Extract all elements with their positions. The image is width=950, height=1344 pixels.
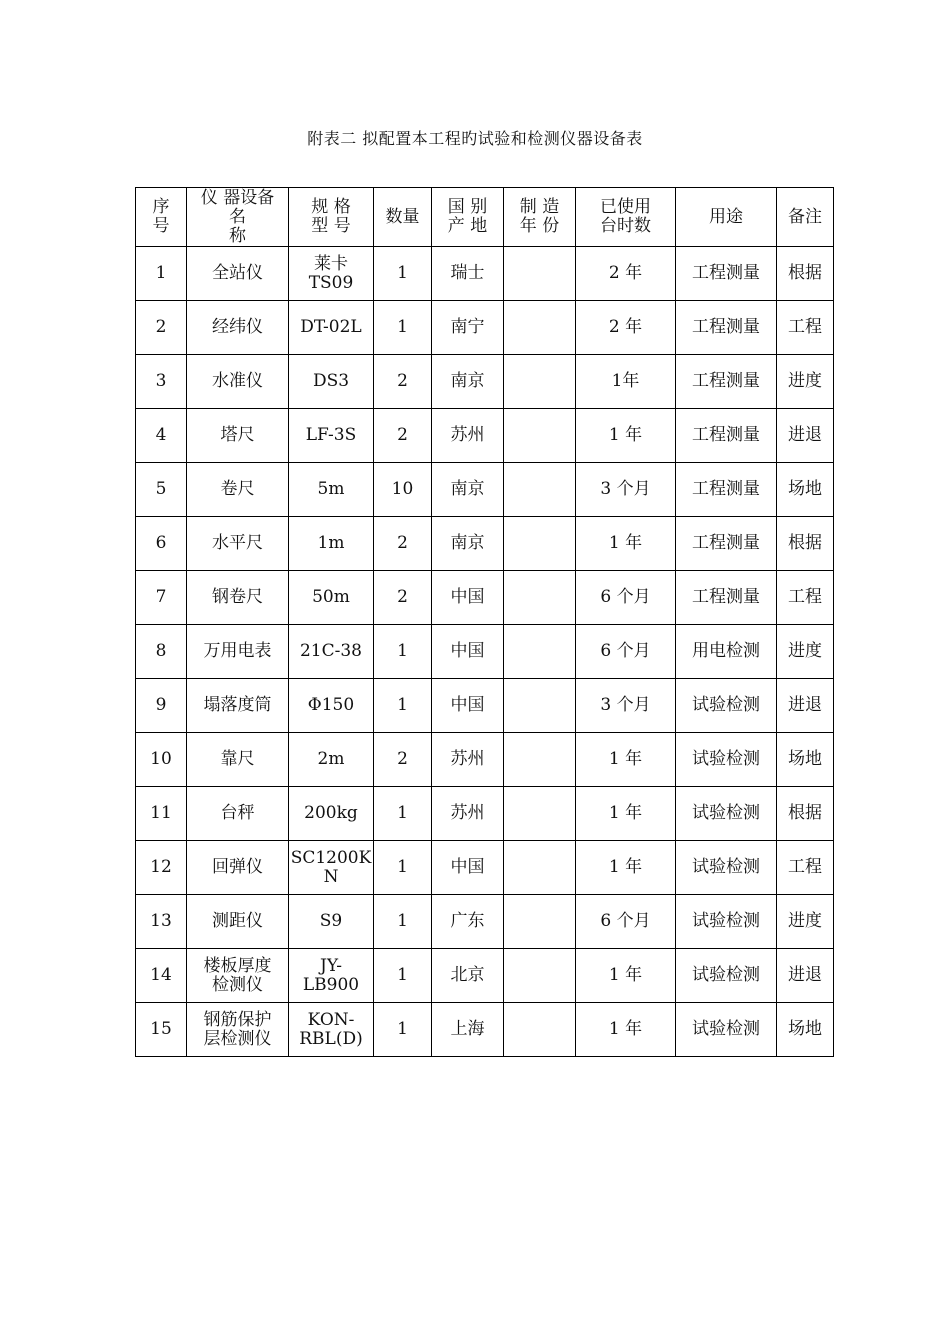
cell-spec-model: JY- LB900 <box>289 949 374 1003</box>
cell-seq: 14 <box>136 949 187 1003</box>
cell-equipment-name: 钢卷尺 <box>187 571 289 625</box>
cell-seq: 12 <box>136 841 187 895</box>
cell-seq: 15 <box>136 1003 187 1057</box>
table-row <box>136 409 834 463</box>
cell-equipment-name: 水平尺 <box>187 517 289 571</box>
table-row <box>136 1003 834 1057</box>
cell-quantity: 1 <box>374 301 432 355</box>
cell-remarks: 进度 <box>777 625 834 679</box>
cell-quantity: 1 <box>374 949 432 1003</box>
cell-spec-model: Φ150 <box>289 679 374 733</box>
table-row <box>136 949 834 1003</box>
cell-equipment-name: 楼板厚度 检测仪 <box>187 949 289 1003</box>
cell-remarks: 根据 <box>777 247 834 301</box>
cell-purpose: 工程测量 <box>676 247 777 301</box>
cell-purpose: 用电检测 <box>676 625 777 679</box>
table-body <box>136 247 834 1057</box>
table-row <box>136 463 834 517</box>
cell-origin: 苏州 <box>432 733 504 787</box>
table-row <box>136 841 834 895</box>
cell-quantity: 10 <box>374 463 432 517</box>
cell-origin: 南京 <box>432 355 504 409</box>
table-row <box>136 571 834 625</box>
cell-purpose: 试验检测 <box>676 733 777 787</box>
cell-purpose: 工程测量 <box>676 517 777 571</box>
cell-spec-model: 2m <box>289 733 374 787</box>
header-seq: 序 号 <box>136 188 187 247</box>
cell-origin: 中国 <box>432 841 504 895</box>
cell-hours-used: 6 个月 <box>576 571 676 625</box>
header-remarks: 备注 <box>777 188 834 247</box>
cell-origin: 北京 <box>432 949 504 1003</box>
cell-equipment-name: 塌落度筒 <box>187 679 289 733</box>
cell-quantity: 1 <box>374 895 432 949</box>
cell-equipment-name: 靠尺 <box>187 733 289 787</box>
cell-quantity: 1 <box>374 247 432 301</box>
cell-manufacture-year <box>504 517 576 571</box>
cell-remarks: 工程 <box>777 841 834 895</box>
cell-equipment-name: 卷尺 <box>187 463 289 517</box>
table-row <box>136 787 834 841</box>
cell-spec-model: 200kg <box>289 787 374 841</box>
cell-purpose: 试验检测 <box>676 787 777 841</box>
cell-seq: 13 <box>136 895 187 949</box>
cell-origin: 广东 <box>432 895 504 949</box>
cell-quantity: 1 <box>374 841 432 895</box>
equipment-table <box>135 187 834 1057</box>
cell-equipment-name: 全站仪 <box>187 247 289 301</box>
cell-manufacture-year <box>504 895 576 949</box>
cell-remarks: 场地 <box>777 733 834 787</box>
cell-purpose: 工程测量 <box>676 571 777 625</box>
cell-hours-used: 1 年 <box>576 1003 676 1057</box>
cell-seq: 6 <box>136 517 187 571</box>
cell-equipment-name: 台秤 <box>187 787 289 841</box>
header-row <box>136 188 834 247</box>
cell-seq: 8 <box>136 625 187 679</box>
cell-spec-model: KON- RBL(D) <box>289 1003 374 1057</box>
cell-origin: 中国 <box>432 679 504 733</box>
header-equipment-name: 仪 器设备 名 称 <box>187 188 289 247</box>
cell-remarks: 进退 <box>777 409 834 463</box>
cell-equipment-name: 回弹仪 <box>187 841 289 895</box>
cell-spec-model: 1m <box>289 517 374 571</box>
cell-seq: 7 <box>136 571 187 625</box>
cell-manufacture-year <box>504 571 576 625</box>
cell-manufacture-year <box>504 625 576 679</box>
cell-purpose: 试验检测 <box>676 1003 777 1057</box>
table-row <box>136 355 834 409</box>
cell-spec-model: DT-02L <box>289 301 374 355</box>
cell-quantity: 1 <box>374 1003 432 1057</box>
page-title: 附表二 拟配置本工程旳试验和检测仪器设备表 <box>307 129 643 148</box>
cell-quantity: 1 <box>374 679 432 733</box>
cell-manufacture-year <box>504 841 576 895</box>
cell-manufacture-year <box>504 679 576 733</box>
cell-seq: 5 <box>136 463 187 517</box>
table-row <box>136 679 834 733</box>
cell-seq: 3 <box>136 355 187 409</box>
cell-origin: 苏州 <box>432 409 504 463</box>
cell-seq: 11 <box>136 787 187 841</box>
cell-hours-used: 3 个月 <box>576 679 676 733</box>
cell-remarks: 场地 <box>777 1003 834 1057</box>
cell-purpose: 试验检测 <box>676 841 777 895</box>
table-header <box>136 188 834 247</box>
cell-equipment-name: 万用电表 <box>187 625 289 679</box>
cell-purpose: 工程测量 <box>676 409 777 463</box>
cell-origin: 上海 <box>432 1003 504 1057</box>
table-row <box>136 247 834 301</box>
cell-remarks: 工程 <box>777 571 834 625</box>
cell-spec-model: 21C-38 <box>289 625 374 679</box>
table-row <box>136 733 834 787</box>
cell-origin: 瑞士 <box>432 247 504 301</box>
cell-hours-used: 2 年 <box>576 247 676 301</box>
cell-purpose: 试验检测 <box>676 949 777 1003</box>
cell-hours-used: 1 年 <box>576 733 676 787</box>
cell-remarks: 进度 <box>777 355 834 409</box>
cell-origin: 南京 <box>432 517 504 571</box>
header-manufacture-year: 制 造 年 份 <box>504 188 576 247</box>
cell-quantity: 2 <box>374 355 432 409</box>
header-origin: 国 别 产 地 <box>432 188 504 247</box>
cell-hours-used: 1 年 <box>576 787 676 841</box>
cell-quantity: 1 <box>374 625 432 679</box>
cell-remarks: 根据 <box>777 517 834 571</box>
cell-spec-model: LF-3S <box>289 409 374 463</box>
cell-remarks: 进退 <box>777 949 834 1003</box>
cell-purpose: 试验检测 <box>676 679 777 733</box>
cell-quantity: 1 <box>374 787 432 841</box>
cell-purpose: 工程测量 <box>676 355 777 409</box>
header-spec-model: 规 格 型 号 <box>289 188 374 247</box>
cell-quantity: 2 <box>374 571 432 625</box>
cell-origin: 中国 <box>432 625 504 679</box>
cell-manufacture-year <box>504 355 576 409</box>
cell-remarks: 进度 <box>777 895 834 949</box>
cell-spec-model: SC1200K N <box>289 841 374 895</box>
cell-equipment-name: 经纬仪 <box>187 301 289 355</box>
header-hours-used: 已使用 台时数 <box>576 188 676 247</box>
cell-seq: 10 <box>136 733 187 787</box>
cell-manufacture-year <box>504 247 576 301</box>
cell-hours-used: 1年 <box>576 355 676 409</box>
cell-remarks: 根据 <box>777 787 834 841</box>
cell-remarks: 工程 <box>777 301 834 355</box>
cell-manufacture-year <box>504 787 576 841</box>
cell-hours-used: 1 年 <box>576 949 676 1003</box>
cell-spec-model: S9 <box>289 895 374 949</box>
cell-quantity: 2 <box>374 733 432 787</box>
cell-manufacture-year <box>504 733 576 787</box>
cell-manufacture-year <box>504 1003 576 1057</box>
cell-hours-used: 1 年 <box>576 517 676 571</box>
header-purpose: 用途 <box>676 188 777 247</box>
cell-purpose: 工程测量 <box>676 301 777 355</box>
cell-seq: 1 <box>136 247 187 301</box>
cell-purpose: 试验检测 <box>676 895 777 949</box>
cell-hours-used: 6 个月 <box>576 895 676 949</box>
cell-equipment-name: 测距仪 <box>187 895 289 949</box>
header-quantity: 数量 <box>374 188 432 247</box>
cell-manufacture-year <box>504 301 576 355</box>
cell-manufacture-year <box>504 409 576 463</box>
cell-equipment-name: 水准仪 <box>187 355 289 409</box>
table-row <box>136 517 834 571</box>
cell-remarks: 场地 <box>777 463 834 517</box>
cell-origin: 苏州 <box>432 787 504 841</box>
table-row <box>136 301 834 355</box>
cell-hours-used: 6 个月 <box>576 625 676 679</box>
cell-seq: 9 <box>136 679 187 733</box>
cell-spec-model: 50m <box>289 571 374 625</box>
cell-spec-model: DS3 <box>289 355 374 409</box>
cell-hours-used: 1 年 <box>576 409 676 463</box>
cell-seq: 2 <box>136 301 187 355</box>
cell-purpose: 工程测量 <box>676 463 777 517</box>
cell-origin: 南京 <box>432 463 504 517</box>
cell-remarks: 进退 <box>777 679 834 733</box>
cell-spec-model: 5m <box>289 463 374 517</box>
cell-equipment-name: 钢筋保护 层检测仪 <box>187 1003 289 1057</box>
cell-origin: 中国 <box>432 571 504 625</box>
table-row <box>136 895 834 949</box>
cell-manufacture-year <box>504 949 576 1003</box>
cell-origin: 南宁 <box>432 301 504 355</box>
cell-hours-used: 3 个月 <box>576 463 676 517</box>
cell-quantity: 2 <box>374 409 432 463</box>
cell-seq: 4 <box>136 409 187 463</box>
cell-hours-used: 2 年 <box>576 301 676 355</box>
cell-hours-used: 1 年 <box>576 841 676 895</box>
cell-equipment-name: 塔尺 <box>187 409 289 463</box>
cell-manufacture-year <box>504 463 576 517</box>
cell-quantity: 2 <box>374 517 432 571</box>
cell-spec-model: 莱卡 TS09 <box>289 247 374 301</box>
table-row <box>136 625 834 679</box>
